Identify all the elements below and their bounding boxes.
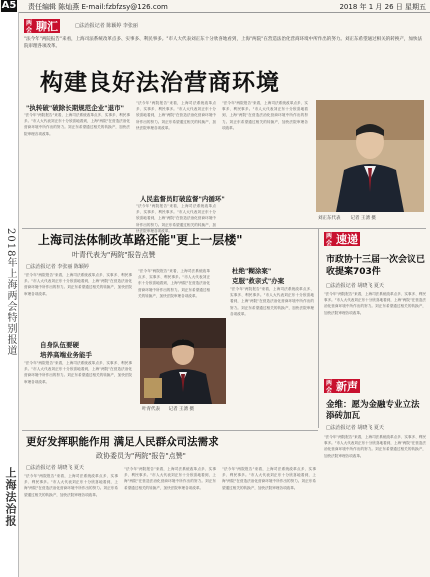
story2-section-2-sub: 克服"救亲式"办案 — [232, 277, 285, 285]
newspaper-logo: 上海法治报 — [4, 467, 17, 527]
express-headline: 市政协十三届一次会议已收提案703件 — [326, 255, 426, 277]
story3-byline: □法治报记者 胡晓飞 夏天 — [26, 465, 84, 471]
lead-photo — [316, 100, 424, 212]
lead-intro: "法今年"两院报告"来看，上海司法系统改革点多、实事多、利民事多。"市人大代表刘正东十分欣喜地看到，上海"两院"在营造法治化营商环境中所作出的努力。刘正东希望通过相关的转换产，加快法院审理各项改革。 — [24, 37, 422, 49]
divider-1 — [22, 228, 426, 229]
express-body: "法今年"两院报告"来看，上海司法系统改革点多、实事多、利民事多。"市人大代表刘正东十分欣喜地看到，上海"两院"在营造法治化营商环境中所作出的努力。刘正东希望通过相关的转换产，加快法院审理各项改革。 — [324, 292, 426, 315]
lead-col-2b: "法今年"两院报告"来看，上海司法系统改革点多、实事多、利民事多。"市人大代表刘正东十分欣喜地看到，上海"两院"在营造法治化营商环境中所作出的努力。刘正东希望通过相关的转换产，加快法院审理各项改革。 — [136, 204, 216, 233]
lead-photo-caption: 刘正东代表 记者 王湧 摄 — [318, 216, 376, 221]
story2-col-1: "法今年"两院报告"来看，上海司法系统改革点多、实事多、利民事多。"市人大代表刘正东十分欣喜地看到，上海"两院"在营造法治化营商环境中所作出的努力。刘正东希望通过相关的转换产，加快法院审理各项改革。 — [24, 273, 132, 296]
tag-small: 两会 — [325, 379, 332, 394]
newvoice-body: "法今年"两院报告"来看，上海司法系统改革点多、实事多、利民事多。"市人大代表刘正东十分欣喜地看到，上海"两院"在营造法治化营商环境中所作出的努力。刘正东希望通过相关的转换产，加快法院审理各项改革。 — [324, 435, 426, 458]
story3-col-3: "法今年"两院报告"来看，上海司法系统改革点多、实事多、利民事多。"市人大代表刘正东十分欣喜地看到，上海"两院"在营造法治化营商环境中所作出的努力。刘正东希望通过相关的转换产，加快法院审理各项改革。 — [222, 467, 316, 490]
tag-big: 新声 — [336, 379, 358, 393]
tag-small: 两会 — [325, 232, 332, 247]
tag-small: 两会 — [25, 19, 32, 34]
newvoice-byline: □法治报记者 胡晓飞 夏天 — [326, 425, 384, 431]
issue-date: 2018 年 1 月 26 日 星期五 — [339, 3, 426, 11]
story2-section-1-title: 自身队伍要硬 — [40, 341, 79, 349]
story2-col-2: "法今年"两院报告"来看，上海司法系统改革点多、实事多、利民事多。"市人大代表刘正东十分欣喜地看到，上海"两院"在营造法治化营商环境中所作出的努力。刘正东希望通过相关的转换产，加快法院审理各项改革。 — [138, 269, 210, 298]
story2-photo-caption: 叶青代表 记者 王湧 摄 — [142, 407, 194, 412]
story3-subhead: 政协委员为"两院"报告"点赞" — [96, 452, 186, 460]
page-header — [0, 0, 430, 13]
story2-headline: 上海司法体制改革路还能"更上一层楼" — [38, 233, 243, 247]
lead-byline: □法治报记者 陈颖婷 李张丽 — [75, 23, 138, 29]
lead-col-1: "法今年"两院报告"来看，上海司法系统改革点多、实事多、利民事多。"市人大代表刘正东十分欣喜地看到，上海"两院"在营造法治化营商环境中所作出的努力。刘正东希望通过相关的转换产，加快法院审理各项改革。 — [24, 113, 130, 136]
story2-photo — [140, 318, 226, 404]
section-tag-express — [324, 232, 360, 246]
lead-col-3: "法今年"两院报告"来看，上海司法系统改革点多、实事多、利民事多。"市人大代表刘正东十分欣喜地看到，上海"两院"在营造法治化营商环境中所作出的努力。刘正东希望通过相关的转换产，加快法院审理各项改革。 — [222, 101, 308, 130]
left-sidebar — [0, 12, 19, 577]
lead-col-2: "法今年"两院报告"来看，上海司法系统改革点多、实事多、利民事多。"市人大代表刘正东十分欣喜地看到，上海"两院"在营造法治化营商环境中所作出的努力。刘正东希望通过相关的转换产，加快法院审理各项改革。 — [136, 101, 216, 130]
story3-col-1: "法今年"两院报告"来看，上海司法系统改革点多、实事多、利民事多。"市人大代表刘正东十分欣喜地看到，上海"两院"在营造法治化营商环境中所作出的努力。刘正东希望通过相关的转换产，加快法院审理各项改革。 — [24, 474, 118, 497]
editor-info: 责任编辑 陈灿燕 E-mail:fzbfzsy@126.com — [28, 3, 168, 11]
tag-big: 速递 — [336, 232, 358, 246]
story2-byline: □法治报记者 李张丽 陈颖婷 — [26, 264, 89, 270]
express-byline: □法治报记者 胡晓飞 夏天 — [326, 283, 384, 289]
lead-section-1-title: "执转破"破除长期规范企业"退市" — [26, 104, 125, 112]
section-tag-lead — [24, 19, 60, 33]
lead-headline: 构建良好法治营商环境 — [40, 70, 280, 96]
lead-section-3-title: 人民监督员盯破监督"内循环" — [140, 195, 225, 203]
page-number: A5 — [1, 0, 17, 11]
story2-section-2-title: 杜绝"糊涂案" — [232, 267, 272, 275]
special-report-title: 2018年上海两会特别报道 — [5, 227, 16, 357]
story3-col-2: "法今年"两院报告"来看，上海司法系统改革点多、实事多、利民事多。"市人大代表刘正东十分欣喜地看到，上海"两院"在营造法治化营商环境中所作出的努力。刘正东希望通过相关的转换产，加快法院审理各项改革。 — [124, 467, 216, 490]
divider-2 — [22, 430, 318, 431]
newvoice-headline: 金维：愿为金融专业立法添砖加瓦 — [326, 400, 420, 421]
story2-subhead: 叶青代表为"两院"报告点赞 — [72, 251, 156, 259]
story2-col-1b: "法今年"两院报告"来看，上海司法系统改革点多、实事多、利民事多。"市人大代表刘正东十分欣喜地看到，上海"两院"在营造法治化营商环境中所作出的努力。刘正东希望通过相关的转换产，加快法院审理各项改革。 — [24, 361, 132, 384]
story3-headline: 更好发挥职能作用 满足人民群众司法需求 — [26, 436, 219, 448]
story2-section-1-sub: 培养高端业务能手 — [40, 351, 92, 359]
story2-col-3: "法今年"两院报告"来看，上海司法系统改革点多、实事多、利民事多。"市人大代表刘正东十分欣喜地看到，上海"两院"在营造法治化营商环境中所作出的努力。刘正东希望通过相关的转换产，加快法院审理各项改革。 — [230, 287, 314, 316]
divider-vertical — [318, 228, 319, 428]
tag-big: 聊汇 — [36, 19, 58, 33]
section-tag-newvoice — [324, 379, 360, 393]
